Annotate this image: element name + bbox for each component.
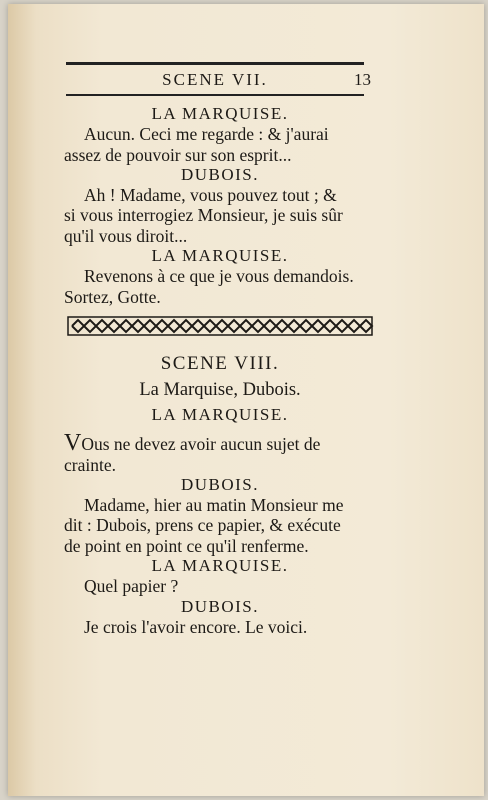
book-page [8,4,484,796]
speaker-name: DUBOIS. [180,474,260,494]
speaker-name: LA MARQUISE. [151,104,289,123]
scene8-first-speaker: LA MARQUISE. [151,404,289,424]
running-header [66,58,364,98]
first-line-rest: Ous ne devez avoir aucun sujet de [81,434,321,455]
speaker-name: LA MARQUISE. [151,246,289,266]
scene8-dialogue [64,475,376,637]
scene8-first-line [64,430,376,457]
drop-cap: V [64,430,82,457]
text-line: assez de pouvoir sur son esprit... [64,144,292,165]
speaker-name: DUBOIS. [180,596,260,616]
text-line: si vous interrogiez Monsieur, je suis sûr [64,205,343,226]
scene8-characters: La Marquise, Dubois. [139,379,301,400]
ornament-divider [64,315,376,337]
speaker-name: LA MARQUISE. [151,556,289,576]
scene8-title: SCENE VIII. [160,352,280,374]
text-line: Aucun. Ceci me regarde : & j'aurai [84,124,329,145]
text-line: Je crois l'avoir encore. Le voici. [84,616,308,637]
scene8-second-line: crainte. [64,454,116,475]
page-number: 13 [354,70,371,89]
running-title: SCENE VII. [162,70,268,89]
text-line: de point en point ce qu'il renferme. [64,535,309,556]
scene7-dialogue [64,104,376,307]
text-line: qu'il vous diroit... [64,225,188,246]
speaker-name: DUBOIS. [180,164,260,184]
header-rule-top [66,62,364,65]
page-body [64,104,376,637]
header-rule-bottom [66,94,364,96]
text-line: Sortez, Gotte. [64,286,161,307]
text-line: Quel papier ? [84,576,179,597]
text-line: Madame, hier au matin Monsieur me [84,495,344,516]
text-line: dit : Dubois, prens ce papier, & exécute [64,515,341,536]
text-line: Revenons à ce que je vous demandois. [84,266,354,287]
text-line: Ah ! Madame, vous pouvez tout ; & [84,185,337,206]
